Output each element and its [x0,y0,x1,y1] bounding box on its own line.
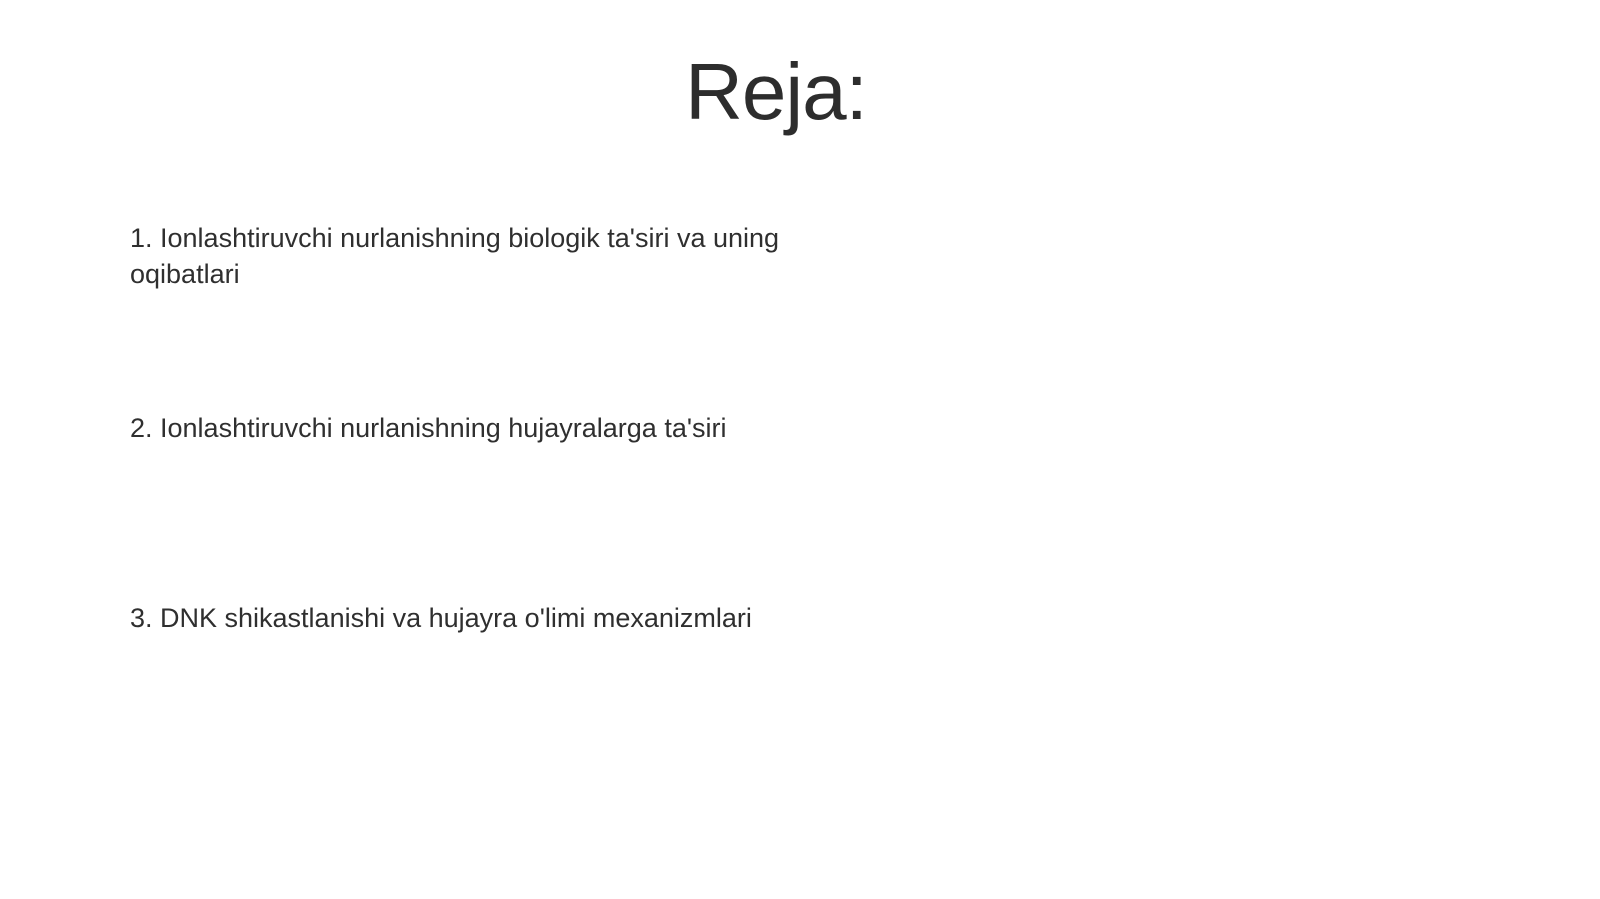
plan-item-2: 2. Ionlashtiruvchi nurlanishning hujayralarga ta'siri [130,413,727,443]
plan-item-3: 3. DNK shikastlanishi va hujayra o'limi mexanizmlari [130,603,752,633]
plan-item-1: 1. Ionlashtiruvchi nurlanishning biologik ta'siri va uning oqibatlari [130,223,780,289]
slide-title: Reja: [685,47,867,136]
